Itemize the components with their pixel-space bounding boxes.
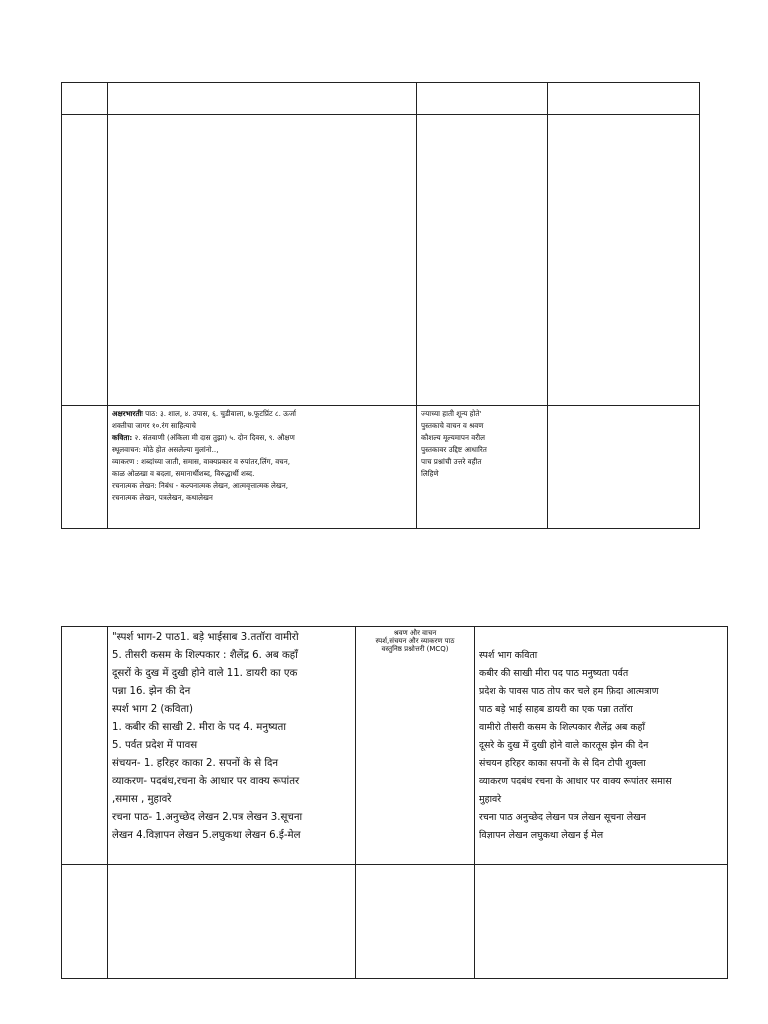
- activity-line: पुस्तकावर उद्दिष्ट आधारित: [421, 445, 487, 454]
- summary-line: स्पर्श भाग कविता: [479, 650, 538, 661]
- activity-line: पाच प्रश्नांची उत्तरे वहीत: [421, 457, 482, 466]
- summary-line: प्रदेश के पावस पाठ तोप कर चले हम फ़िदा आत्मत्राण: [479, 686, 659, 697]
- table-cell: [475, 865, 728, 979]
- topic-line: रचना पाठ- 1.अनुच्छेद लेखन 2.पत्र लेखन 3.सूचना: [112, 812, 303, 823]
- hindi-summary-cell: [475, 627, 728, 865]
- table-cell: [62, 83, 108, 115]
- table-cell: [62, 865, 108, 979]
- header-line: वस्तुनिष्ठ प्रश्नोत्तरी (MCQ): [381, 645, 449, 653]
- activity-line: कौशल्य मूल्यमापन वरील: [421, 433, 485, 442]
- marathi-topics-cell: [108, 406, 417, 529]
- table-cell: [62, 115, 108, 406]
- table-row: [62, 865, 728, 979]
- table-cell: [108, 83, 417, 115]
- table-cell: [62, 406, 108, 529]
- syllabus-table-2: [61, 626, 728, 979]
- topic-line: ,समास , मुहावरे: [112, 794, 172, 805]
- topic-line: लेखन 4.विज्ञापन लेखन 5.लघुकथा लेखन 6.ई-मेल: [112, 830, 301, 841]
- summary-line: व्याकरण पदबंध रचना के आधार पर वाक्य रूपांतर समास: [479, 776, 672, 787]
- topic-line: 5. पर्वत प्रदेश में पावस: [112, 740, 198, 751]
- assessment-header-cell: [356, 627, 475, 865]
- table-cell: [548, 115, 700, 406]
- header-line: स्पर्श,संचयन और व्याकरण पाठ: [375, 637, 455, 645]
- summary-line: विज्ञापन लेखन लघुकथा लेखन ई मेल: [479, 830, 604, 841]
- topic-line: व्याकरण : शब्दांच्या जाती, समास, वाक्यप्रकार व रुपांतर,लिंग, वचन,: [112, 457, 291, 466]
- topic-line: शक्तीचा जागर १०.रंग साहित्याचे: [112, 421, 196, 430]
- table-row: [62, 627, 728, 865]
- syllabus-table-1: [61, 82, 700, 529]
- topic-line: दूसरों के दुख में दुखी होने वाले 11. डायरी का एक: [112, 668, 298, 679]
- table-cell: [548, 406, 700, 529]
- table-cell: [108, 865, 356, 979]
- summary-line: रचना पाठ अनुच्छेद लेखन पत्र लेखन सूचना लेखन: [479, 812, 646, 823]
- summary-line: मुहावरे: [479, 794, 502, 805]
- topic-line: "स्पर्श भाग-2 पाठ1. बड़े भाईसाब 3.ततॉरा वामीरो: [112, 632, 299, 643]
- topic-line: अक्षरभारतीः पाठ: ३. शाल, ४. उपास, ६. चुडीवाला, ७.फूटप्रिंट ८. ऊर्जा: [112, 409, 297, 418]
- table-cell: [417, 115, 548, 406]
- table-cell: [417, 83, 548, 115]
- table-cell: [356, 865, 475, 979]
- activity-line: पुस्तकाचे वाचन व श्रवण: [421, 421, 484, 430]
- summary-line: पाठ बड़े भाई साहब डायरी का एक पन्ना ततॉरा: [479, 704, 633, 715]
- topic-line: व्याकरण- पदबंध,रचना के आधार पर वाक्य रूपांतर: [112, 776, 300, 787]
- activity-line: लिहिणे: [421, 469, 439, 478]
- topic-line: काळ ओळखा व बदला, समानार्थीशब्द, विरुद्धार्थी शब्द.: [112, 469, 255, 478]
- table-row: [62, 406, 700, 529]
- topic-line: स्पर्श भाग 2 (कविता): [112, 704, 193, 715]
- header-line: श्रवण और वाचन: [393, 629, 437, 637]
- topic-line: कविता: २. संतवाणी (अंकिला मी दास तुझा) ५. दोन दिवस, ९. औक्षण: [112, 433, 295, 442]
- hindi-topics-cell: [108, 627, 356, 865]
- topic-line: स्थूलवाचन: मोठे होत असलेल्या मुलांनो..,: [112, 445, 219, 454]
- topic-line: रचनात्मक लेखन: निबंध - कल्पनात्मक लेखन, आत्मवृत्तात्मक लेखन,: [112, 481, 289, 490]
- summary-line: दूसरे के दुख में दुखी होने वाले कारतूस झेन की देन: [479, 740, 649, 751]
- topic-line: 1. कबीर की साखी 2. मीरा के पद 4. मनुष्यता: [112, 722, 286, 733]
- activity-cell: [417, 406, 548, 529]
- summary-line: संचयन हरिहर काका सपनों के से दिन टोपी शुक्ला: [479, 758, 646, 769]
- activity-line: ज्याच्या हाती शून्य होते': [421, 409, 482, 418]
- table-row: [62, 83, 700, 115]
- summary-line: वामीरो तीसरी कसम के शिल्पकार शैलेंद्र अब कहाँ: [479, 722, 645, 733]
- topic-line: 5. तीसरी कसम के शिल्पकार : शैलेंद्र 6. अब कहाँ: [112, 650, 298, 661]
- table-row: [62, 115, 700, 406]
- table-cell: [62, 627, 108, 865]
- table-cell: [548, 83, 700, 115]
- topic-line: रचनात्मक लेखन, पत्रलेखन, कथालेखन: [112, 493, 213, 502]
- topic-line: पन्ना 16. झेन की देन: [112, 686, 191, 697]
- table-cell: [108, 115, 417, 406]
- topic-line: संचयन- 1. हरिहर काका 2. सपनों के से दिन: [112, 758, 279, 769]
- summary-line: कबीर की साखी मीरा पद पाठ मनुष्यता पर्वत: [479, 668, 629, 679]
